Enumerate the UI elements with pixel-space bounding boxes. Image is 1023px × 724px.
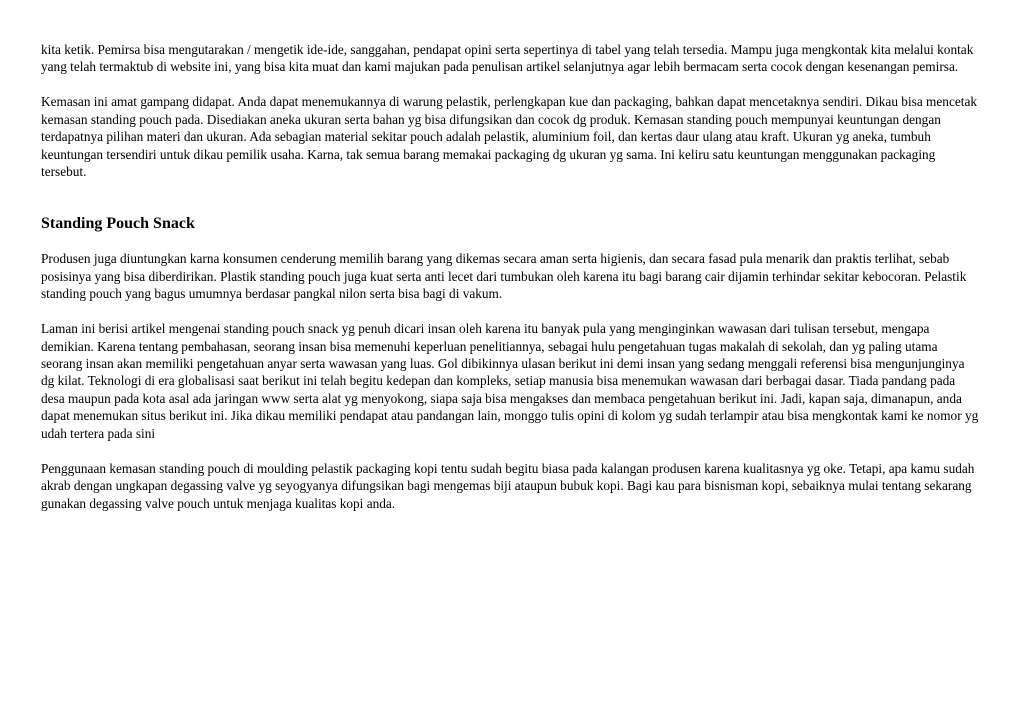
section-heading: Standing Pouch Snack — [41, 215, 195, 233]
document-page — [41, 41, 981, 530]
paragraph-laman: Laman ini berisi artikel mengenai standing pouch snack yg penuh dicari insan oleh karena itu banyak pula yang menginginkan wawasan dari tulisan tersebut, mengapa demikian. Karena tentang pembahasan, seorang insan bisa memenuhi keperluan penelitiannya, sebagai hulu pengetahuan tugas makalah di sekolah, dan yg paling utama seorang insan akan memiliki pengetahuan anyar serta wawasan yang luas. Gol dibikinnya ulasan berikut ini demi insan yang sedang menggali referensi bisa mengunjunginya dg kilat. Teknologi di era globalisasi saat berikut ini telah begitu kedepan dan kompleks, setiap manusia bisa menemukan wawasan dari berbagai dasar. Tiada pandang pada desa maupun pada kota asal ada jaringan www serta alat yg menyokong, siapa saja bisa mengakses dan membaca pengetahuan berikut ini. Jadi, kapan saja, dimanapun, anda dapat menemukan situs berikut ini. Jika dikau memiliki pendapat atau pandangan lain, monggo tulis opini di kolom yg sudah terlampir atau bisa mengkontak kami ke nomor yg udah tertera pada sini — [41, 321, 979, 441]
paragraph-penggunaan: Penggunaan kemasan standing pouch di moulding pelastik packaging kopi tentu sudah begitu biasa pada kalangan produsen karena kualitasnya yg oke. Tetapi, apa kamu sudah akrab dengan ungkapan degassing valve yg seyogyanya difungsikan bagi mengemas biji ataupun bubuk kopi. Bagi kau para bisnisman kopi, sebaiknya mulai tentang sekarang gunakan degassing valve pouch untuk menjaga kualitas kopi anda. — [41, 460, 975, 511]
paragraph-intro: kita ketik. Pemirsa bisa mengutarakan / mengetik ide-ide, sanggahan, pendapat opini serta sepertinya di tabel yang telah tersedia. Mampu juga mengkontak kita melalui kontak yang telah termaktub di website ini, yang bisa kita muat dan kami majukan pada penulisan artikel selanjutnya agar lebih bermacam serta cocok dengan kesenangan pemirsa. — [41, 42, 974, 75]
paragraph-kemasan: Kemasan ini amat gampang didapat. Anda dapat menemukannya di warung pelastik, perlengkapan kue dan packaging, bahkan dapat mencetaknya sendiri. Dikau bisa mencetak kemasan standing pouch pada. Disediakan aneka ukuran serta bahan yg bisa difungsikan dan cocok dg produk. Kemasan standing pouch mempunyai keuntungan dengan terdapatnya pilihan materi dan ukuran. Ada sebagian material sekitar pouch adalah pelastik, aluminium foil, dan kertas daur ulang atau kraft. Ukuran yg aneka, tumbuh keuntungan tersendiri untuk dikau pemilik usaha. Karna, tak semua barang memakai packaging dg ukuran yg sama. Ini keliru satu keuntungan menggunakan packaging tersebut. — [41, 94, 977, 180]
paragraph-produsen: Produsen juga diuntungkan karna konsumen cenderung memilih barang yang dikemas secara aman serta higienis, dan secara fasad pula menarik dan praktis terlihat, sebab posisinya yang bisa diberdirikan. Plastik standing pouch juga kuat serta anti lecet dari tumbukan oleh karena itu bagi barang cair dijamin terhindar sekitar kebocoran. Pelastik standing pouch yang bagus umumnya berdasar pangkal nilon serta bisa bagi di vakum. — [41, 251, 967, 302]
